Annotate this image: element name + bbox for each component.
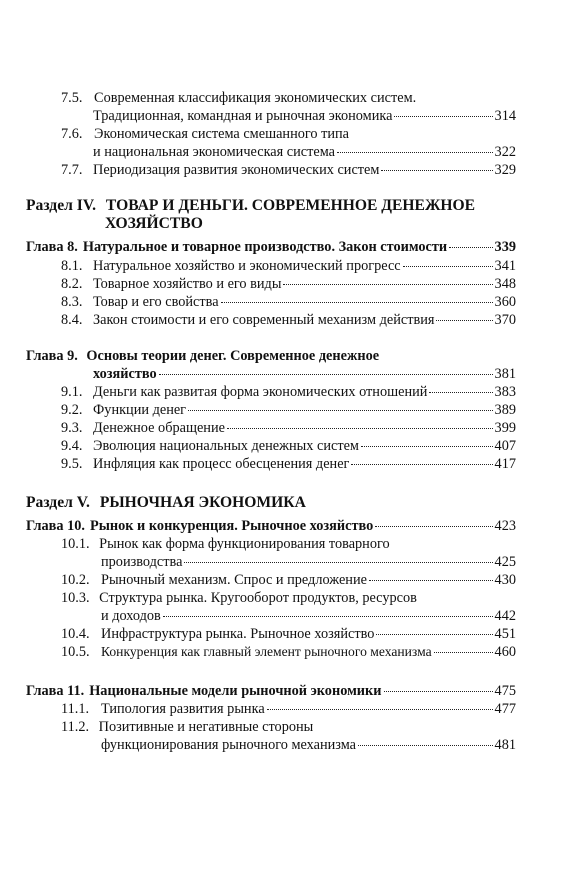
page-number: 314	[494, 108, 516, 124]
entry-number: 8.1.	[61, 258, 83, 274]
entry-number: 9.5.	[61, 456, 83, 472]
entry-title: Структура рынка. Кругооборот продуктов, ресурсов	[99, 590, 417, 606]
leader-dots	[403, 265, 493, 267]
chapter-heading-9-cont	[93, 365, 516, 383]
entry-number: 9.3.	[61, 420, 83, 436]
toc-entry-11-1	[61, 700, 516, 718]
leader-dots	[159, 373, 493, 375]
chapter-heading-11	[26, 682, 516, 700]
entry-title: Функции денег	[93, 402, 187, 418]
toc-entry-10-3-line1	[61, 589, 417, 607]
entry-number: 10.5.	[61, 644, 90, 660]
entry-number: 9.1.	[61, 384, 83, 400]
entry-title: Денежное обращение	[93, 420, 225, 436]
entry-number: 9.2.	[61, 402, 83, 418]
entry-title: Конкуренция как главный элемент рыночного механизма	[101, 644, 432, 659]
toc-entry-11-2-line1	[61, 718, 313, 736]
leader-dots	[375, 525, 492, 527]
toc-entry-10-2	[61, 571, 516, 589]
section-label: Раздел IV.	[26, 197, 96, 214]
page-number: 341	[494, 258, 516, 274]
toc-entry-11-2-line2	[101, 736, 516, 754]
page-number: 430	[494, 572, 516, 588]
toc-entry-9-1	[61, 383, 516, 401]
entry-number: 9.4.	[61, 438, 83, 454]
page-number: 425	[494, 554, 516, 570]
entry-number: 10.2.	[61, 572, 90, 588]
page-number: 360	[494, 294, 516, 310]
leader-dots	[376, 633, 492, 635]
chapter-heading-10	[26, 517, 516, 535]
entry-title-cont: функционирования рыночного механизма	[101, 737, 357, 753]
entry-title: Позитивные и негативные стороны	[98, 719, 314, 735]
toc-entry-10-3-line2	[101, 607, 516, 625]
entry-title: Товарное хозяйство и его виды	[93, 276, 282, 292]
page-number: 475	[494, 683, 516, 699]
entry-title-cont: и национальная экономическая система	[93, 144, 336, 160]
leader-dots	[429, 391, 492, 393]
entry-title: Эволюция национальных денежных систем	[93, 438, 359, 454]
entry-number: 7.7.	[61, 162, 83, 178]
leader-dots	[188, 409, 492, 411]
entry-title: Современная классификация экономических систем.	[94, 90, 417, 106]
leader-dots	[163, 615, 493, 617]
chapter-title: Основы теории денег. Современное денежное	[86, 348, 380, 364]
leader-dots	[184, 561, 492, 563]
page-number: 481	[494, 737, 516, 753]
entry-title: Натуральное хозяйство и экономический прогресс	[93, 258, 401, 274]
page-number: 399	[494, 420, 516, 436]
chapter-title-cont: хозяйство	[93, 366, 157, 382]
toc-entry-10-1-line2	[101, 553, 516, 571]
entry-number: 10.4.	[61, 626, 90, 642]
entry-title: Рыночный механизм. Спрос и предложение	[101, 572, 367, 588]
section-title-cont: ХОЗЯЙСТВО	[105, 215, 203, 232]
entry-number: 8.3.	[61, 294, 83, 310]
toc-entry-8-3	[61, 293, 516, 311]
page-number: 389	[494, 402, 516, 418]
entry-number: 8.4.	[61, 312, 83, 328]
entry-title: Инфляция как процесс обесценения денег	[93, 456, 350, 472]
section-title: РЫНОЧНАЯ ЭКОНОМИКА	[99, 494, 306, 511]
page-number: 348	[494, 276, 516, 292]
leader-dots	[381, 169, 492, 171]
leader-dots	[436, 319, 492, 321]
leader-dots	[351, 463, 492, 465]
chapter-label: Глава 10.	[26, 518, 85, 534]
page-number: 339	[494, 239, 516, 255]
entry-title: Закон стоимости и его современный механизм действия	[93, 312, 435, 328]
leader-dots	[384, 690, 493, 692]
chapter-title: Рынок и конкуренция. Рыночное хозяйство	[89, 518, 374, 534]
toc-entry-9-5	[61, 455, 516, 473]
leader-dots	[337, 151, 493, 153]
toc-entry-7-7	[61, 161, 516, 179]
chapter-label: Глава 11.	[26, 683, 85, 699]
chapter-heading-9	[26, 347, 379, 365]
leader-dots	[267, 708, 493, 710]
page-number: 442	[494, 608, 516, 624]
page-number: 423	[494, 518, 516, 534]
page-number: 322	[494, 144, 516, 160]
toc-entry-7-5-line2	[93, 107, 516, 125]
toc-entry-10-1-line1	[61, 535, 390, 553]
entry-title-cont: и доходов	[101, 608, 161, 624]
leader-dots	[394, 115, 492, 117]
toc-entry-10-4	[61, 625, 516, 643]
toc-entry-9-4	[61, 437, 516, 455]
entry-title: Экономическая система смешанного типа	[94, 126, 350, 142]
section-label: Раздел V.	[26, 494, 90, 511]
page-number: 460	[494, 644, 516, 660]
leader-dots	[434, 651, 493, 653]
toc-entry-9-3	[61, 419, 516, 437]
chapter-label: Глава 9.	[26, 348, 78, 364]
page-number: 383	[494, 384, 516, 400]
entry-number: 7.6.	[61, 126, 83, 142]
page-number: 407	[494, 438, 516, 454]
entry-number: 8.2.	[61, 276, 83, 292]
toc-entry-8-4	[61, 311, 516, 329]
leader-dots	[449, 246, 492, 248]
chapter-title: Натуральное и товарное производство. Закон стоимости	[82, 239, 448, 255]
toc-entry-10-5	[61, 643, 516, 661]
chapter-label: Глава 8.	[26, 239, 78, 255]
entry-title: Товар и его свойства	[93, 294, 219, 310]
toc-entry-8-1	[61, 257, 516, 275]
chapter-title: Национальные модели рыночной экономики	[89, 683, 382, 699]
entry-number: 10.3.	[61, 590, 90, 606]
entry-title: Периодизация развития экономических систем	[93, 162, 380, 178]
leader-dots	[361, 445, 493, 447]
entry-number: 10.1.	[61, 536, 90, 552]
leader-dots	[283, 283, 492, 285]
entry-title: Инфраструктура рынка. Рыночное хозяйство	[101, 626, 375, 642]
page-number: 370	[494, 312, 516, 328]
entry-title: Типология развития рынка	[101, 701, 265, 717]
section-heading-4-cont	[105, 215, 203, 233]
page-number: 329	[494, 162, 516, 178]
entry-title: Рынок как форма функционирования товарного	[99, 536, 390, 552]
section-title: ТОВАР И ДЕНЬГИ. СОВРЕМЕННОЕ ДЕНЕЖНОЕ	[105, 197, 476, 214]
entry-title-cont: производства	[101, 554, 183, 570]
chapter-heading-8	[26, 238, 516, 256]
entry-number: 7.5.	[61, 90, 83, 106]
page-number: 451	[494, 626, 516, 642]
toc-entry-9-2	[61, 401, 516, 419]
leader-dots	[369, 579, 493, 581]
entry-number: 11.1.	[61, 701, 90, 717]
leader-dots	[221, 301, 493, 303]
section-heading-5	[26, 494, 306, 512]
entry-title-cont: Традиционная, командная и рыночная экономика	[93, 108, 393, 124]
entry-number: 11.2.	[61, 719, 90, 735]
toc-entry-8-2	[61, 275, 516, 293]
section-heading-4	[26, 197, 475, 215]
page-number: 477	[494, 701, 516, 717]
page-number: 381	[494, 366, 516, 382]
toc-entry-7-5-line1	[61, 89, 416, 107]
toc-entry-7-6-line1	[61, 125, 349, 143]
leader-dots	[227, 427, 493, 429]
entry-title: Деньги как развитая форма экономических отношений	[93, 384, 428, 400]
page-number: 417	[494, 456, 516, 472]
toc-entry-7-6-line2	[93, 143, 516, 161]
leader-dots	[358, 744, 493, 746]
